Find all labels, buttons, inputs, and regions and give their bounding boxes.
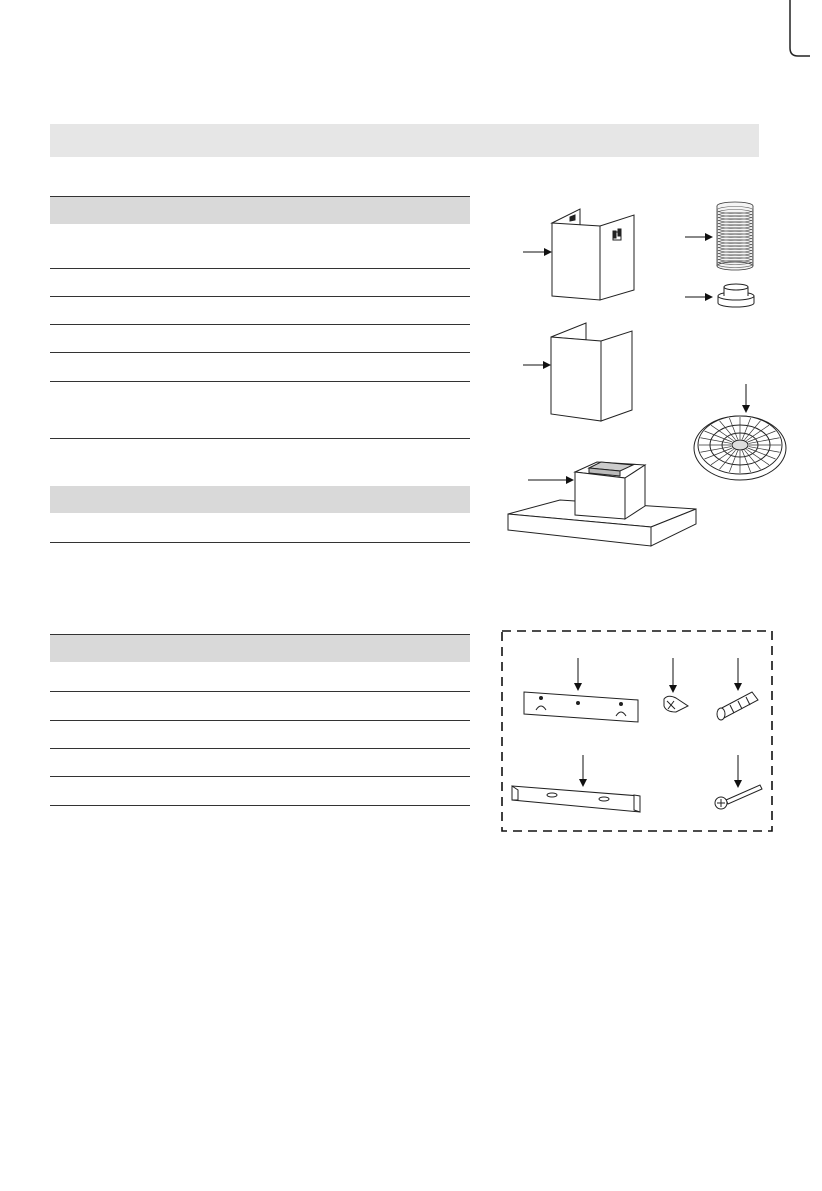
chimney-lower-cover-icon: [551, 323, 632, 421]
chimney-bracket-icon: [512, 786, 640, 812]
short-screw-icon: [664, 696, 688, 712]
range-hood-body-icon: [508, 462, 696, 546]
wall-plug-icon: [717, 692, 758, 720]
mounting-plate-icon: [524, 692, 638, 722]
long-screw-icon: [715, 785, 762, 809]
chimney-upper-cover-icon: [552, 209, 634, 300]
round-duct-adapter-icon: [718, 284, 754, 307]
